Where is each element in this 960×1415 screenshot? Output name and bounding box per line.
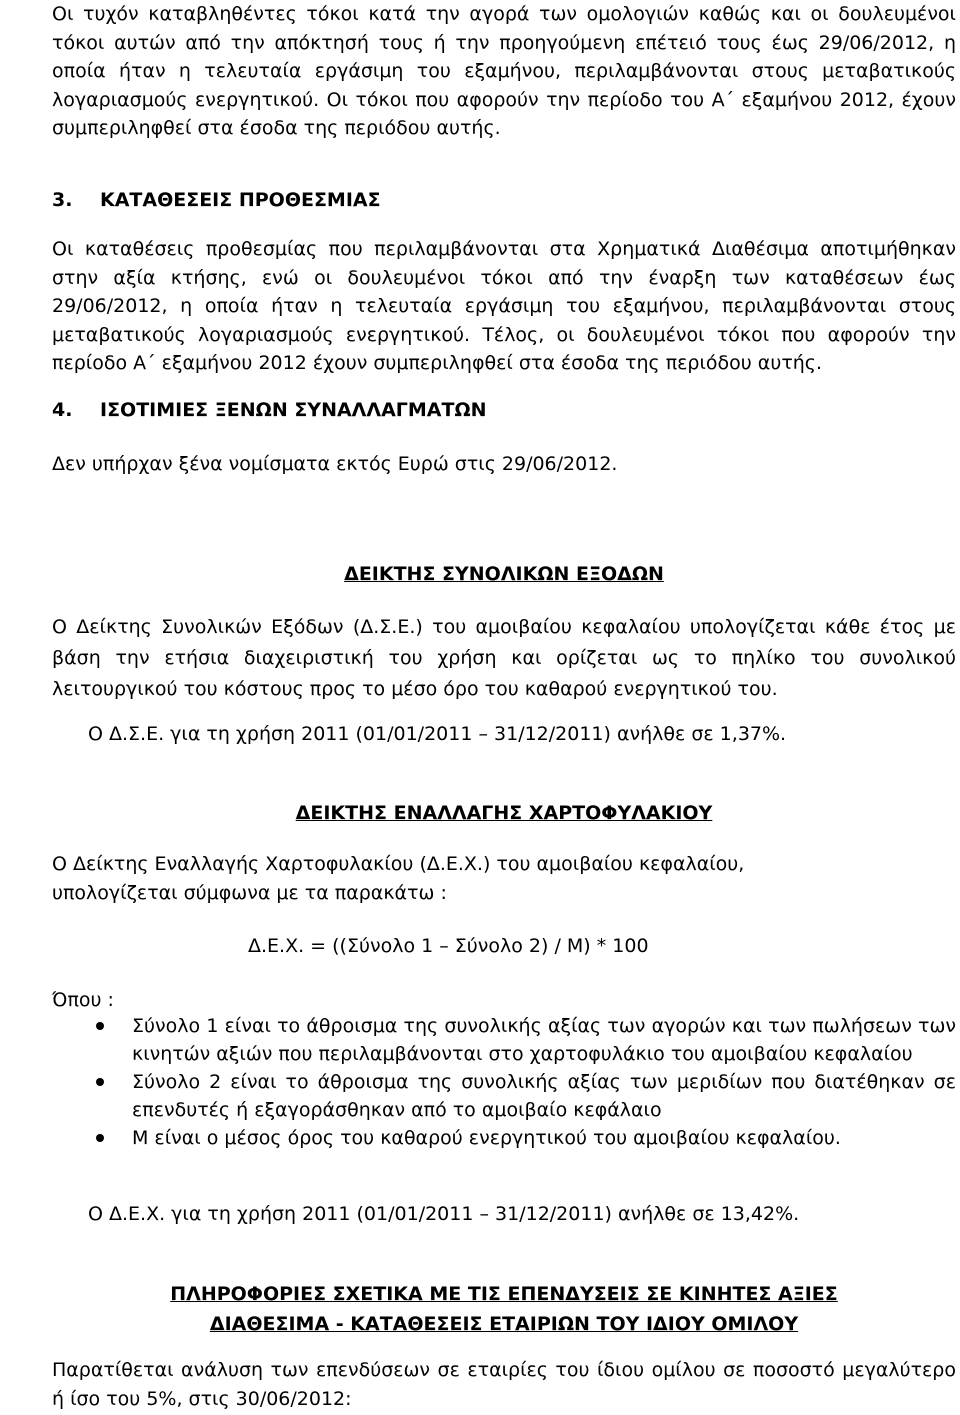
list-item: Μ είναι ο μέσος όρος του καθαρού ενεργητικού του αμοιβαίου κεφαλαίου.: [52, 1124, 956, 1152]
section-4-body: [52, 450, 956, 479]
group-info-heading: [52, 1280, 956, 1338]
section-4-title: ΙΣΟΤΙΜΙΕΣ ΞΕΝΩΝ ΣΥΝΑΛΛΑΓΜΑΤΩΝ: [100, 399, 487, 421]
list-item: Σύνολο 1 είναι το άθροισμα της συνολικής αξίας των αγορών και των πωλήσεων των κινητών αξιών που περιλαμβάνονται στο χαρτοφυλάκιο του αμοιβαίου κεφαλαίου: [52, 1012, 956, 1068]
section-4-number: 4.: [52, 399, 73, 421]
total-expense-index-result-block: [88, 720, 956, 749]
bond-interest-paragraph-block: [52, 0, 956, 143]
total-expense-index-paragraph: Ο Δείκτης Συνολικών Εξόδων (Δ.Σ.Ε.) του αμοιβαίου κεφαλαίου υπολογίζεται κάθε έτος με βάση την ετήσια διαχειριστική του χρήση και ορίζεται ως το πηλίκο του συνολικού λειτουργικού του κόστους προς το μέσο όρο του καθαρού ενεργητικού του.: [52, 616, 956, 700]
portfolio-turnover-title: ΔΕΙΚΤΗΣ ΕΝΑΛΛΑΓΗΣ ΧΑΡΤΟΦΥΛΑΚΙΟΥ: [295, 802, 713, 824]
portfolio-turnover-body: [52, 850, 872, 907]
total-expense-index-title: ΔΕΙΚΤΗΣ ΣΥΝΟΛΙΚΩΝ ΕΞΟΔΩΝ: [344, 563, 664, 585]
definitions-list-block: [52, 1012, 956, 1152]
portfolio-turnover-heading: [52, 799, 956, 827]
section-4-heading: [52, 396, 956, 424]
total-expense-index-heading: [52, 560, 956, 588]
group-info-title-line2: ΔΙΑΘΕΣΙΜΑ - ΚΑΤΑΘΕΣΕΙΣ ΕΤΑΙΡΙΩΝ ΤΟΥ ΙΔΙΟΥ ΟΜΙΛΟΥ: [209, 1313, 799, 1335]
section-3-paragraph: Οι καταθέσεις προθεσμίας που περιλαμβάνονται στα Χρηματικά Διαθέσιμα αποτιμήθηκαν στην αξία κτήσης, ενώ οι δουλευμένοι τόκοι από την έναρξη των καταθέσεων έως 29/06/2012, η οποία ήταν η τελευταία εργάσιμη του εξαμήνου, περιλαμβάνονται στους μεταβατικούς λογαριασμούς ενεργητικού. Τέλος, οι δουλευμένοι τόκοι που αφορούν την περίοδο Α΄ εξαμήνου 2012 έχουν συμπεριληφθεί στα έσοδα της περιόδου αυτής.: [52, 238, 956, 374]
section-4-paragraph: Δεν υπήρχαν ξένα νομίσματα εκτός Ευρώ στις 29/06/2012.: [52, 453, 618, 475]
group-info-title-line1: ΠΛΗΡΟΦΟΡΙΕΣ ΣΧΕΤΙΚΑ ΜΕ ΤΙΣ ΕΠΕΝΔΥΣΕΙΣ ΣΕ ΚΙΝΗΤΕΣ ΑΞΙΕΣ: [170, 1283, 838, 1305]
section-3-heading: [52, 186, 956, 214]
group-info-body: [52, 1356, 956, 1413]
portfolio-turnover-result-block: [88, 1200, 956, 1229]
definitions-list: [52, 1012, 956, 1152]
section-3-title: ΚΑΤΑΘΕΣΕΙΣ ΠΡΟΘΕΣΜΙΑΣ: [100, 189, 381, 211]
portfolio-turnover-paragraph: Ο Δείκτης Εναλλαγής Χαρτοφυλακίου (Δ.Ε.Χ.) του αμοιβαίου κεφαλαίου, υπολογίζεται σύμφωνα με τα παρακάτω :: [52, 853, 745, 904]
total-expense-index-body: [52, 612, 956, 704]
portfolio-turnover-result: Ο Δ.Ε.Χ. για τη χρήση 2011 (01/01/2011 – 31/12/2011) ανήλθε σε 13,42%.: [88, 1203, 800, 1225]
list-item: Σύνολο 2 είναι το άθροισμα της συνολικής αξίας των μεριδίων που διατέθηκαν σε επενδυτές ή εξαγοράσθηκαν από το αμοιβαίο κεφάλαιο: [52, 1068, 956, 1124]
bullet-icon: [96, 1078, 104, 1086]
turnover-formula: Δ.Ε.Χ. = ((Σύνολο 1 – Σύνολο 2) / Μ) * 100: [248, 935, 649, 957]
bond-interest-paragraph: Οι τυχόν καταβληθέντες τόκοι κατά την αγορά των ομολογιών καθώς και οι δουλευμένοι τόκοι αυτών από την απόκτησή τους ή την προηγούμενη επέτειό τους έως 29/06/2012, η οποία ήταν η τελευταία εργάσιμη του εξαμήνου, περιλαμβάνονται στους μεταβατικούς λογαριασμούς ενεργητικού. Οι τόκοι που αφορούν την περίοδο του Α΄ εξαμήνου 2012, έχουν συμπεριληφθεί στα έσοδα της περιόδου αυτής.: [52, 3, 956, 139]
turnover-formula-block: [248, 932, 948, 961]
bullet-icon: [96, 1022, 104, 1030]
where-label: Όπου :: [52, 989, 114, 1011]
where-label-block: [52, 986, 956, 1015]
group-info-paragraph: Παρατίθεται ανάλυση των επενδύσεων σε εταιρίες του ίδιου ομίλου σε ποσοστό μεγαλύτερο ή ίσο του 5%, στις 30/06/2012:: [52, 1359, 956, 1410]
section-3-number: 3.: [52, 189, 73, 211]
total-expense-index-result: Ο Δ.Σ.Ε. για τη χρήση 2011 (01/01/2011 – 31/12/2011) ανήλθε σε 1,37%.: [88, 723, 787, 745]
bullet-icon: [96, 1134, 104, 1142]
section-3-body: [52, 235, 956, 378]
